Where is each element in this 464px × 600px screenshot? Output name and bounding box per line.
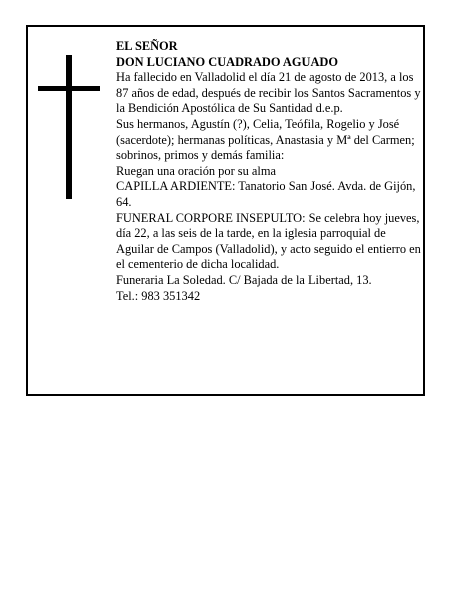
title-line: EL SEÑOR [116, 39, 178, 53]
deceased-name: DON LUCIANO CUADRADO AGUADO [116, 54, 339, 69]
death-announcement: Ha fallecido en Valladolid el día 21 de agosto de 2013, a los 87 años de edad, después de recibir los Santos Sacramentos y la Bendición Apostólica de Su Santidad d.e.p. [116, 70, 421, 116]
obituary-text [116, 39, 421, 304]
prayer-request: Ruegan una oración por su alma [116, 163, 276, 178]
funeral-info: FUNERAL CORPORE INSEPULTO: Se celebra hoy jueves, día 22, a las seis de la tarde, en la iglesia parroquial de Aguilar de Campos (Valladolid), y acto seguido el entierro en el cementerio de dicha localidad. [116, 210, 421, 272]
phone-info: Tel.: 983 351342 [116, 288, 201, 303]
family-list: Sus hermanos, Agustín (?), Celia, Teófila, Rogelio y José (sacerdote); hermanas políticas, Anastasia y Mª del Carmen; sobrinos, primos y demás familia: [116, 116, 415, 163]
chapel-info: CAPILLA ARDIENTE: Tanatorio San José. Avda. de Gijón, 64. [116, 179, 416, 209]
cross-icon [38, 55, 100, 199]
obituary-notice [26, 25, 425, 396]
cross-horizontal-bar [38, 86, 100, 91]
cross-vertical-bar [66, 55, 72, 199]
funeral-home-info: Funeraria La Soledad. C/ Bajada de la Libertad, 13. [116, 272, 372, 287]
